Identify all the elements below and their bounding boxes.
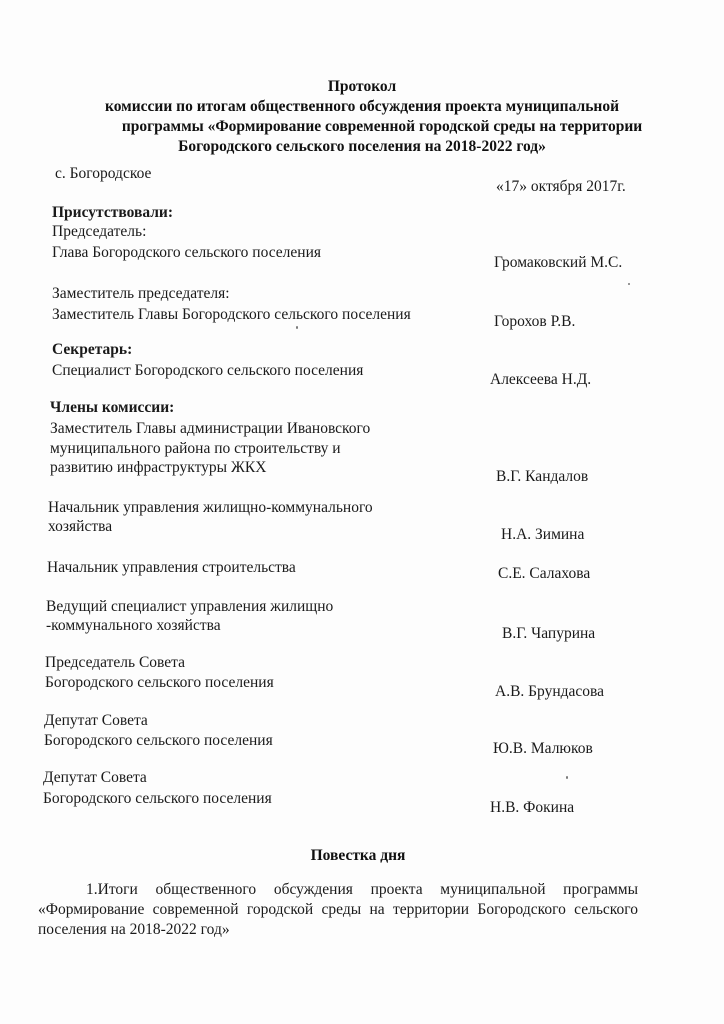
member-4-position-line-2: -коммунального хозяйства	[46, 617, 221, 634]
agenda-heading: Повестка дня	[310, 847, 406, 864]
document-subtitle-line-1: комиссии по итогам общественного обсуждения проекта муниципальной	[104, 98, 619, 115]
deputy-chair-role: Заместитель председателя:	[52, 285, 230, 302]
member-7-position-line-1: Депутат Совета	[43, 769, 147, 786]
member-5-name: А.В. Брундасова	[495, 683, 605, 700]
chair-name: Громаковский М.С.	[494, 254, 623, 271]
member-2-position-line-1: Начальник управления жилищно-коммунального	[48, 499, 373, 516]
member-5-position-line-1: Председатель Совета	[45, 654, 185, 671]
deputy-chair-name: Горохов Р.В.	[494, 313, 576, 330]
scan-speck	[628, 283, 630, 285]
agenda-item-1: 1.Итоги общественного обсуждения проекта муниципальной программы «Формирование современной городской среды на территории Богородского сельского поселения на 2018-2022 год»	[38, 881, 638, 938]
member-4-position-line-1: Ведущий специалист управления жилищно	[46, 598, 334, 615]
document-subtitle-line-2: программы «Формирование современной городской среды на территории	[121, 118, 643, 135]
member-4-name: В.Г. Чапурина	[502, 625, 596, 642]
member-2-name: Н.А. Зимина	[501, 526, 585, 543]
date: «17» октября 2017г.	[496, 178, 626, 195]
chair-role: Председатель:	[52, 223, 147, 240]
member-3-name: С.Е. Салахова	[498, 565, 591, 582]
scan-speck	[566, 776, 568, 779]
member-2-position-line-2: хозяйства	[48, 518, 113, 535]
member-5-position-line-2: Богородского сельского поселения	[45, 674, 274, 691]
secretary-position: Специалист Богородского сельского поселения	[52, 362, 364, 379]
place: с. Богородское	[55, 165, 152, 182]
member-3-position-line-1: Начальник управления строительства	[47, 559, 296, 576]
deputy-chair-position: Заместитель Главы Богородского сельского поселения	[52, 306, 411, 323]
chair-position: Глава Богородского сельского поселения	[52, 244, 321, 261]
member-6-position-line-1: Депутат Совета	[44, 712, 148, 729]
secretary-name: Алексеева Н.Д.	[490, 371, 592, 388]
member-1-name: В.Г. Кандалов	[496, 468, 589, 485]
member-6-name: Ю.В. Малюков	[493, 740, 593, 757]
member-1-position-line-3: развитию инфраструктуры ЖКХ	[50, 459, 267, 476]
document-title: Протокол	[327, 78, 397, 95]
member-6-position-line-2: Богородского сельского поселения	[44, 732, 273, 749]
member-7-name: Н.В. Фокина	[490, 799, 575, 816]
document-subtitle-line-3: Богородского сельского поселения на 2018-2022 год»	[178, 138, 546, 155]
member-7-position-line-2: Богородского сельского поселения	[43, 790, 272, 807]
member-1-position-line-2: муниципального района по строительству и	[50, 440, 341, 457]
member-1-position-line-1: Заместитель Главы администрации Ивановского	[50, 420, 371, 437]
present-heading: Присутствовали:	[52, 204, 174, 221]
scan-speck	[296, 326, 298, 329]
secretary-role: Секретарь:	[52, 341, 133, 358]
members-heading: Члены комиссии:	[50, 399, 175, 416]
